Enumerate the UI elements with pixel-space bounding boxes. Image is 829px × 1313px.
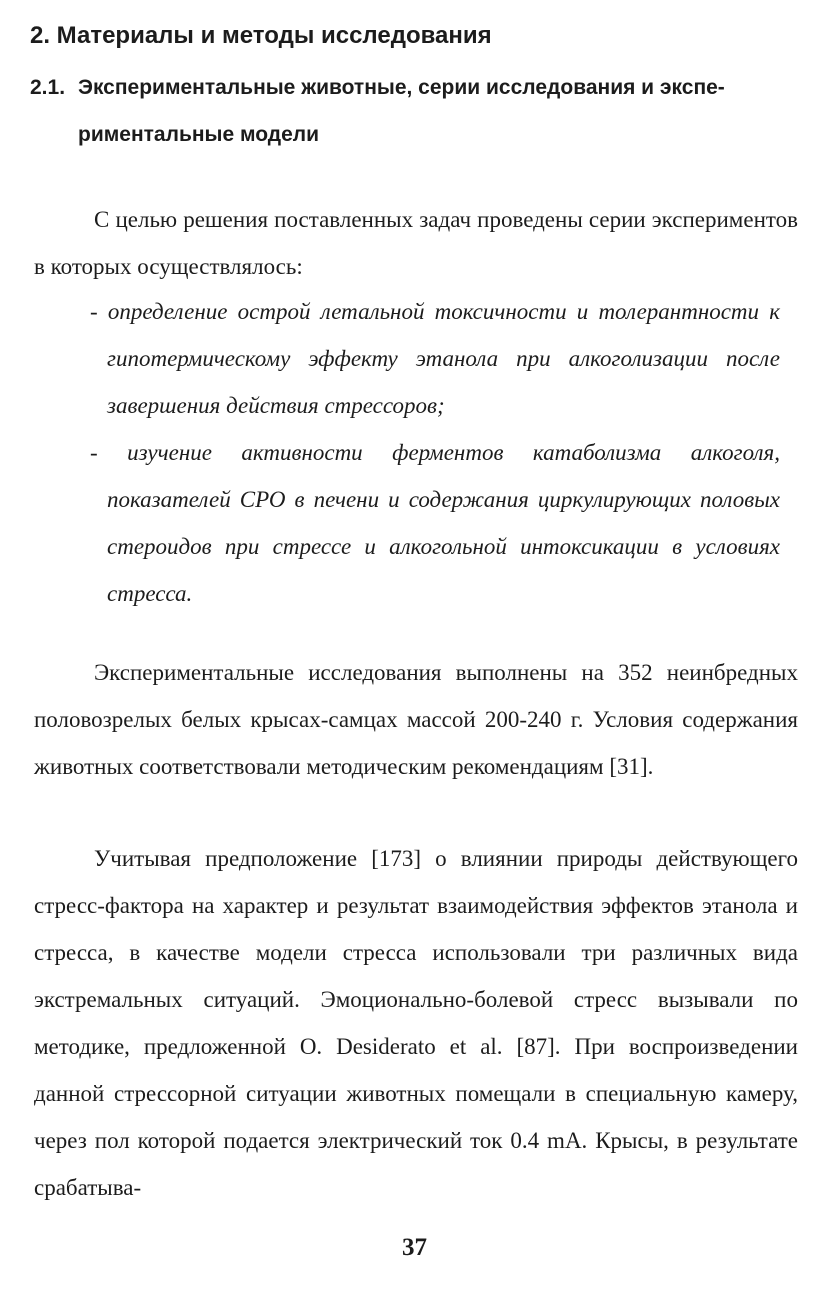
list-item: - определение острой летальной токсичности и толерантности к гипотермическому эффекту этанола при алкоголизации после завершения действия стрессоров; <box>90 299 780 418</box>
chapter-heading: 2. Материалы и методы исследования <box>30 22 492 49</box>
paragraph-text: Учитывая предположение [173] о влиянии природы действующего стресс-фактора на характер и результат взаимодействия эффектов этанола и стресса, в качестве модели стресса использовали три различных вида экстремальных ситуаций. Эмоционально-болевой стресс вызывали по методике, предложенной O. Desiderato et al. [87]. При воспроизведении данной стрессорной ситуации животных помещали в специальную камеру, через пол которой подается электрический ток 0.4 mA. Крысы, в результате срабатыва- <box>34 846 798 1200</box>
section-number: 2.1. <box>30 76 66 99</box>
intro-text: С целью решения поставленных задач проведены серии экспериментов в которых осуществлялось: <box>34 207 798 279</box>
page-number: 37 <box>402 1234 427 1261</box>
section-title-line2: риментальные модели <box>78 123 320 146</box>
body-paragraph-stress-model <box>34 835 798 1211</box>
objectives-list <box>90 288 780 617</box>
body-paragraph-animals <box>34 649 798 790</box>
section-title-line1: Экспериментальные животные, серии исследования и экспе- <box>78 76 725 99</box>
list-item: - изучение активности ферментов катаболизма алкоголя, показателей СРО в печени и содержания циркулирующих половых стероидов при стрессе и алкогольной интоксикации в условиях стресса. <box>90 440 780 606</box>
section-heading <box>30 64 790 158</box>
intro-paragraph <box>34 196 798 290</box>
paragraph-text: Экспериментальные исследования выполнены на 352 неинбредных половозрелых белых крысах-самцах массой 200-240 г. Условия содержания животных соответствовали методическим рекомендациям [31]. <box>34 660 798 779</box>
